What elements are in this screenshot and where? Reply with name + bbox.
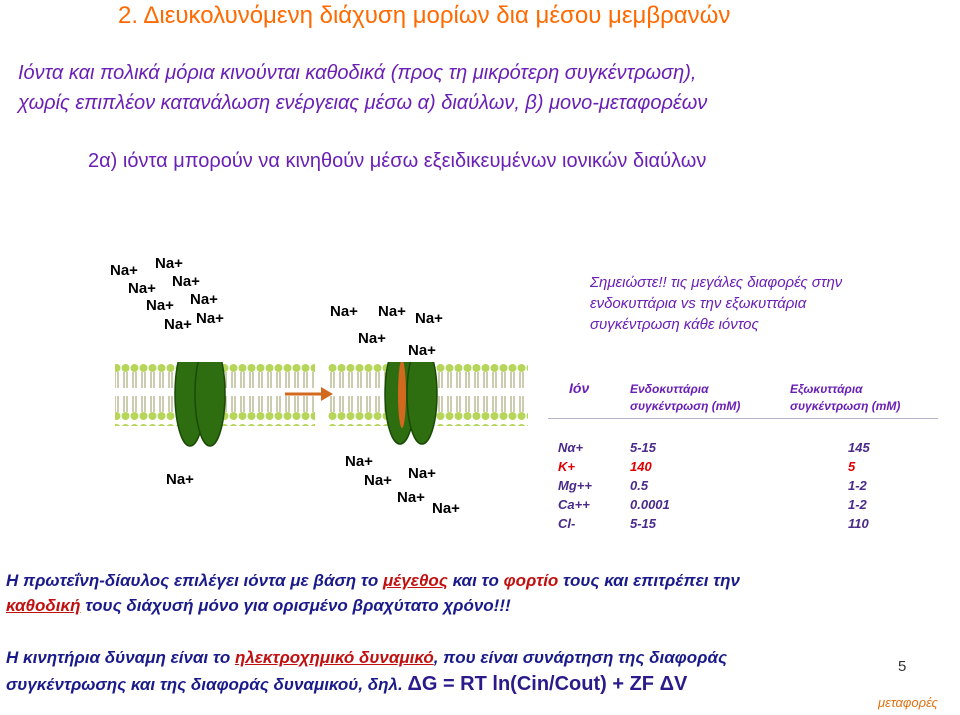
na-label: Na+ bbox=[155, 255, 183, 272]
driving-force-paragraph: Η κινητήρια δύναμη είναι το ηλεκτροχημικό δυναμικό, που είναι συνάρτηση της διαφοράς συγκέντρωσης και της διαφοράς δυναμικού, δηλ. ΔG = RT ln(Cin/Cout) + ZF ΔV bbox=[6, 648, 728, 695]
na-label: Na+ bbox=[364, 472, 392, 489]
page-number: 5 bbox=[898, 658, 907, 675]
na-label: Na+ bbox=[408, 465, 436, 482]
na-label: Na+ bbox=[190, 291, 218, 308]
na-label: Na+ bbox=[164, 316, 192, 333]
na-label: Na+ bbox=[146, 297, 174, 314]
na-label: Na+ bbox=[330, 303, 358, 320]
membrane-diagram bbox=[85, 362, 565, 482]
na-label: Na+ bbox=[345, 453, 373, 470]
channel-protein-left-b bbox=[195, 362, 225, 446]
size-emphasis: μέγεθος bbox=[382, 571, 448, 590]
na-label: Na+ bbox=[172, 273, 200, 290]
na-label: Na+ bbox=[397, 489, 425, 506]
downhill-emphasis: καθοδική bbox=[6, 596, 81, 615]
na-label: Na+ bbox=[128, 280, 156, 297]
footer-note: μεταφορές bbox=[878, 695, 938, 710]
na-label: Na+ bbox=[110, 262, 138, 279]
na-label: Na+ bbox=[196, 310, 224, 327]
na-label: Na+ bbox=[408, 342, 436, 359]
gibbs-equation: ΔG = RT ln(Cin/Cout) + ZF ΔV bbox=[407, 673, 688, 695]
na-label: Na+ bbox=[432, 500, 460, 517]
na-label: Na+ bbox=[358, 330, 386, 347]
table-divider bbox=[548, 418, 938, 419]
table-header-ion: Ιόν bbox=[569, 380, 590, 396]
concentration-table: Ιόν Ενδοκυττάρια συγκέντρωση (mM) Εξωκυττάρια συγκέντρωση (mM) Να+ 5-15 145 K+ 140 5 Mg++ 0.5 1-2 Ca++ 0.0001 1-2 Cl- 5-15 110 bbox=[548, 376, 940, 536]
channel-protein-right-b bbox=[407, 362, 437, 444]
section-2a-heading: 2α) ιόντα μπορούν να κινηθούν μέσω εξειδικευμένων ιονικών διαύλων bbox=[88, 150, 707, 172]
electrochemical-emphasis: ηλεκτροχημικό δυναμικό bbox=[234, 648, 434, 667]
page-title: 2. Διευκολυνόμενη διάχυση μορίων δια μέσου μεμβρανών bbox=[118, 2, 731, 29]
table-header-intra: Ενδοκυττάρια συγκέντρωση (mM) bbox=[630, 382, 741, 413]
note-emphasis: Σημειώστε!! bbox=[590, 274, 667, 291]
subtitle-line1: Ιόντα και πολικά μόρια κινούνται καθοδικά (προς τη μικρότερη συγκέντρωση), bbox=[18, 62, 697, 84]
na-label: Na+ bbox=[166, 471, 194, 488]
na-label: Na+ bbox=[415, 310, 443, 327]
na-label: Na+ bbox=[378, 303, 406, 320]
subtitle-line2: χωρίς επιπλέον κατανάλωση ενέργειας μέσω α) διαύλων, β) μονο-μεταφορέων bbox=[18, 92, 708, 114]
note-text: Σημειώστε!! τις μεγάλες διαφορές στην ενδοκυττάρια vs την εξωκυττάρια συγκέντρωση κάθε ιόντος bbox=[590, 274, 843, 333]
charge-emphasis: φορτίο bbox=[503, 571, 559, 590]
open-pore bbox=[398, 362, 406, 428]
selectivity-paragraph: Η πρωτεΐνη-δίαυλος επιλέγει ιόντα με βάση το μέγεθος και το φορτίο τους και επιτρέπει την καθοδική τους διάχυσή μόνο για ορισμένο βραχύτατο χρόνο!!! bbox=[6, 571, 740, 615]
table-header-extra: Εξωκυττάρια συγκέντρωση (mM) bbox=[790, 382, 901, 413]
